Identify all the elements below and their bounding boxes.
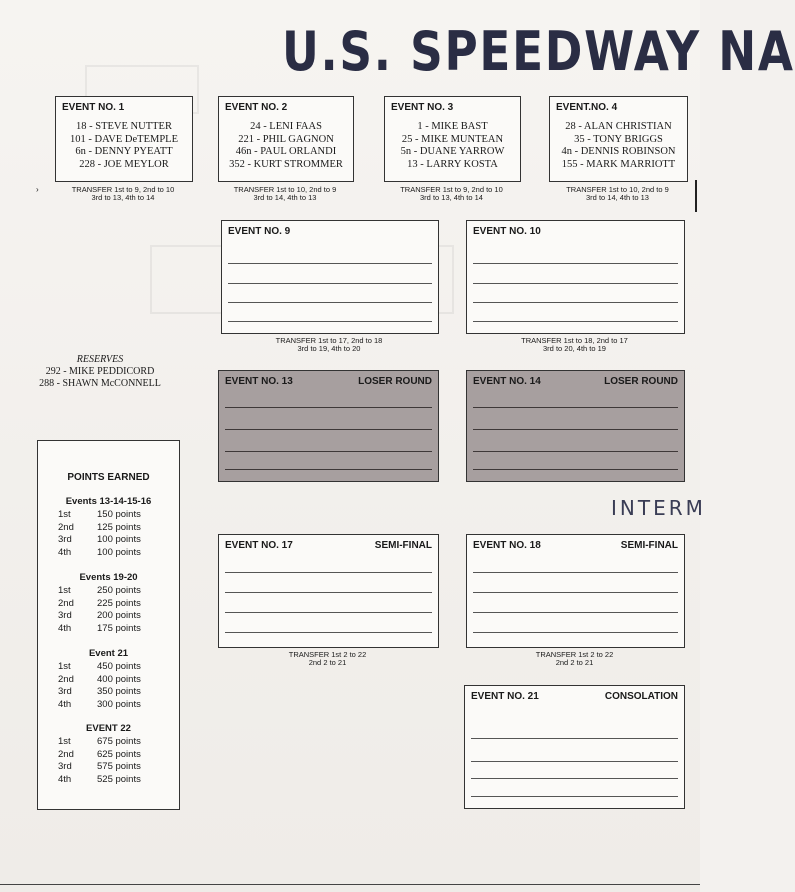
place: 4th (58, 622, 72, 634)
result-line (473, 632, 678, 633)
rider-entry: 228 - JOE MEYLOR (79, 158, 169, 170)
points-value: 350 points (97, 686, 141, 697)
event-1-transfer (55, 186, 191, 202)
points-value: 100 points (97, 546, 141, 558)
points-row (38, 661, 179, 674)
points-row (38, 736, 179, 749)
event-label: EVENT NO. 17 (225, 540, 293, 551)
result-line (473, 283, 678, 284)
result-line (473, 592, 678, 593)
place: 1st (58, 585, 71, 596)
round-tag: LOSER ROUND (358, 376, 432, 387)
points-group-heading: Events 13-14-15-16 (65, 496, 152, 507)
rider-entry: 25 - MIKE MUNTEAN (401, 133, 504, 145)
event-18-transfer (466, 651, 683, 667)
points-value: 400 points (97, 673, 141, 685)
place: 1st (58, 509, 71, 520)
place: 3rd (58, 610, 72, 621)
points-row (38, 686, 179, 699)
points-value: 200 points (97, 610, 141, 621)
transfer-line: 3rd to 13, 4th to 14 (420, 193, 483, 202)
result-line (473, 321, 678, 322)
points-row (38, 598, 179, 611)
result-line (225, 632, 432, 633)
place: 4th (58, 698, 72, 710)
points-row (38, 749, 179, 762)
transfer-line: TRANSFER 1st to 9, 2nd to 10 (400, 185, 503, 194)
event-3-box (384, 96, 521, 182)
rider-entry: 1 - MIKE BAST (417, 121, 488, 132)
points-earned-box (37, 440, 180, 810)
place: 2nd (58, 597, 74, 609)
event-3-transfer (384, 186, 519, 202)
transfer-line: 3rd to 19, 4th to 20 (297, 344, 361, 353)
result-line (473, 572, 678, 573)
points-value: 175 points (97, 622, 141, 634)
transfer-line: 3rd to 14, 4th to 13 (253, 193, 317, 202)
transfer-line: 3rd to 13, 4th to 14 (91, 193, 155, 202)
rider-entry: 6n - DENNY PYEATT (75, 146, 173, 157)
points-group-heading: Events 19-20 (79, 572, 138, 583)
rider-entry: 35 - TONY BRIGGS (574, 133, 663, 145)
rider-entry: 4n - DENNIS ROBINSON (561, 146, 676, 157)
points-group (38, 722, 179, 786)
event-label: EVENT NO. 1 (62, 102, 125, 113)
place: 4th (58, 773, 72, 785)
result-line (225, 612, 432, 613)
rider-entry: 155 - MARK MARRIOTT (561, 158, 676, 170)
points-group (38, 495, 179, 559)
margin-mark: › (36, 185, 39, 194)
result-line (471, 761, 678, 762)
reserve-entry: 292 - MIKE PEDDICORD (45, 366, 155, 377)
reserves (30, 354, 170, 390)
transfer-line: TRANSFER 1st to 18, 2nd to 17 (521, 336, 628, 345)
points-value: 125 points (97, 521, 141, 533)
result-line (225, 429, 432, 430)
points-row (38, 623, 179, 636)
place: 1st (58, 736, 71, 747)
result-line (473, 469, 678, 470)
reserve-entry: 288 - SHAWN McCONNELL (39, 378, 161, 389)
rider-entry: 28 - ALAN CHRISTIAN (565, 121, 672, 132)
place: 2nd (58, 748, 74, 760)
transfer-line: TRANSFER 1st to 9, 2nd to 10 (71, 185, 175, 194)
rider-list (550, 121, 687, 171)
edge-mark (695, 180, 697, 212)
page-bottom-edge (0, 884, 700, 885)
points-row (38, 547, 179, 560)
event-4-transfer (549, 186, 686, 202)
place: 2nd (58, 673, 74, 685)
points-row (38, 610, 179, 623)
points-group (38, 571, 179, 635)
points-heading: POINTS EARNED (67, 472, 150, 483)
place: 3rd (58, 761, 72, 772)
result-line (228, 263, 432, 264)
place: 3rd (58, 686, 72, 697)
event-9-transfer (221, 337, 437, 353)
result-line (473, 302, 678, 303)
transfer-line: 3rd to 20, 4th to 19 (543, 344, 606, 353)
points-row (38, 699, 179, 712)
event-label: EVENT NO. 13 (225, 376, 293, 387)
place: 1st (58, 661, 71, 672)
rider-entry: 5n - DUANE YARROW (400, 146, 505, 157)
event-17-transfer (218, 651, 437, 667)
rider-entry: 352 - KURT STROMMER (229, 158, 343, 170)
transfer-line: TRANSFER 1st to 17, 2nd to 18 (275, 336, 383, 345)
result-line (473, 451, 678, 452)
event-2-box (218, 96, 354, 182)
event-1-box (55, 96, 193, 182)
place: 2nd (58, 521, 74, 533)
event-label: EVENT NO. 2 (225, 102, 288, 113)
event-9-box (221, 220, 439, 334)
points-value: 450 points (97, 661, 141, 672)
points-group-heading: Event 21 (88, 648, 129, 659)
points-group (38, 647, 179, 711)
event-13-box (218, 370, 439, 482)
points-value: 625 points (97, 748, 141, 760)
transfer-line: 2nd 2 to 21 (555, 658, 594, 667)
section-heading: INTERM (611, 496, 706, 520)
rider-entry: 46n - PAUL ORLANDI (235, 146, 337, 157)
event-label: EVENT NO. 18 (473, 540, 541, 551)
event-label: EVENT NO. 3 (391, 102, 454, 113)
points-value: 675 points (97, 736, 141, 747)
rider-entry: 221 - PHIL GAGNON (238, 133, 334, 145)
rider-entry: 13 - LARRY KOSTA (407, 158, 498, 170)
page-title: U.S. SPEEDWAY NA (282, 20, 795, 83)
points-row (38, 761, 179, 774)
points-row (38, 509, 179, 522)
place: 3rd (58, 534, 72, 545)
points-row (38, 674, 179, 687)
points-group-heading: EVENT 22 (86, 723, 131, 734)
points-value: 150 points (97, 509, 141, 520)
event-18-box (466, 534, 685, 648)
result-line (228, 283, 432, 284)
transfer-line: 3rd to 14, 4th to 13 (586, 193, 649, 202)
rider-entry: 18 - STEVE NUTTER (76, 121, 172, 132)
transfer-line: TRANSFER 1st 2 to 22 (535, 650, 614, 659)
points-value: 300 points (97, 698, 141, 710)
result-line (225, 469, 432, 470)
result-line (225, 451, 432, 452)
event-4-box (549, 96, 688, 182)
rider-list (219, 121, 353, 171)
result-line (471, 778, 678, 779)
points-row (38, 774, 179, 787)
transfer-line: TRANSFER 1st 2 to 22 (288, 650, 367, 659)
event-label: EVENT NO. 21 (471, 691, 539, 702)
event-17-box (218, 534, 439, 648)
event-10-box (466, 220, 685, 334)
rider-entry: 101 - DAVE DeTEMPLE (69, 133, 178, 145)
result-line (473, 429, 678, 430)
round-tag: CONSOLATION (604, 691, 678, 702)
transfer-line: TRANSFER 1st to 10, 2nd to 9 (233, 185, 337, 194)
result-line (225, 592, 432, 593)
event-2-transfer (218, 186, 352, 202)
result-line (473, 263, 678, 264)
event-label: EVENT NO. 14 (473, 376, 541, 387)
event-14-box (466, 370, 685, 482)
event-label: EVENT NO. 10 (473, 226, 541, 237)
rider-list (385, 121, 520, 171)
rider-entry: 24 - LENI FAAS (250, 121, 322, 132)
reserves-heading: RESERVES (76, 354, 124, 365)
round-tag: SEMI-FINAL (374, 540, 432, 551)
points-value: 525 points (97, 773, 141, 785)
points-row (38, 534, 179, 547)
result-line (471, 796, 678, 797)
result-line (225, 572, 432, 573)
points-row (38, 522, 179, 535)
round-tag: LOSER ROUND (604, 376, 678, 387)
result-line (228, 302, 432, 303)
points-value: 225 points (97, 597, 141, 609)
event-21-box (464, 685, 685, 809)
points-row (38, 585, 179, 598)
result-line (471, 738, 678, 739)
rider-list (56, 121, 192, 171)
points-value: 575 points (97, 761, 141, 772)
event-10-transfer (466, 337, 683, 353)
result-line (225, 407, 432, 408)
points-value: 100 points (97, 534, 141, 545)
points-value: 250 points (97, 585, 141, 596)
transfer-line: TRANSFER 1st to 10, 2nd to 9 (566, 185, 669, 194)
result-line (228, 321, 432, 322)
place: 4th (58, 546, 72, 558)
event-label: EVENT NO. 9 (228, 226, 291, 237)
event-label: EVENT.NO. 4 (556, 102, 618, 113)
round-tag: SEMI-FINAL (620, 540, 678, 551)
transfer-line: 2nd 2 to 21 (308, 658, 347, 667)
result-line (473, 407, 678, 408)
result-line (473, 612, 678, 613)
